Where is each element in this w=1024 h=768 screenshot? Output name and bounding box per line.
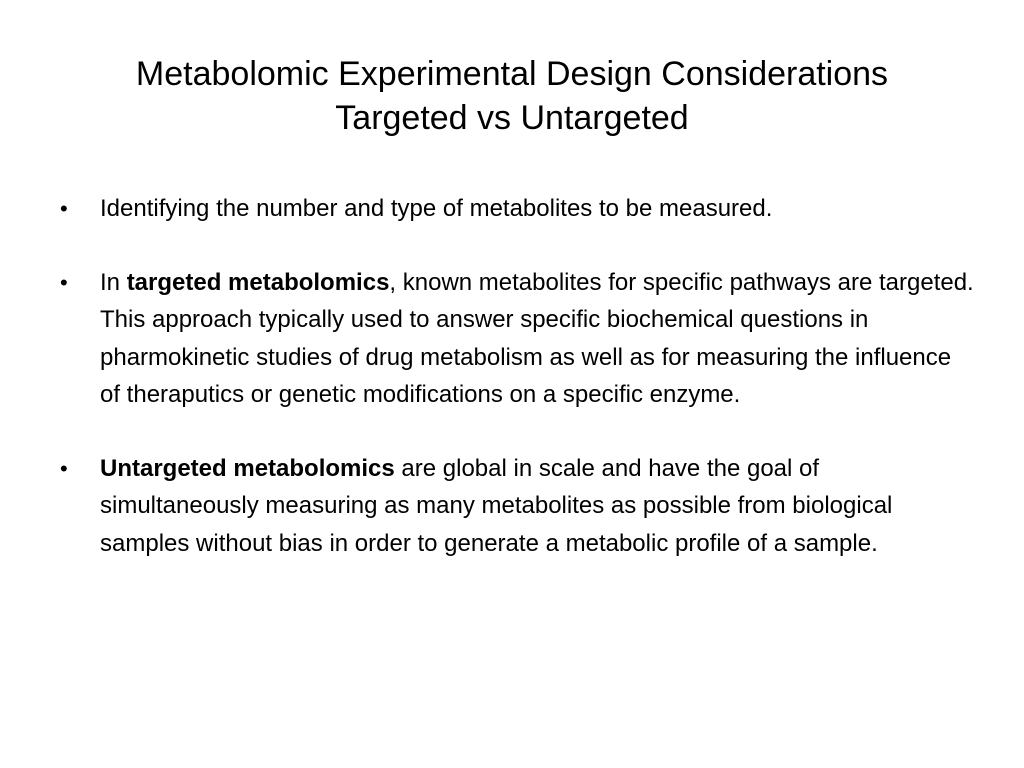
slide-title-line-1: Metabolomic Experimental Design Considerations (135, 55, 889, 93)
bullet-text: are global in scale and have the goal of simultaneously measuring as many metabolites as possible from biological samples without bias in order to generate a metabolic profile of a sample. (100, 454, 893, 557)
bullet-item-3 (56, 450, 976, 563)
bullet-text: , known metabolites for specific pathways are targeted. This approach typically used to answer specific biochemical questions in pharmokinetic studies of drug metabolism as well as for measuring the influence of theraputics or genetic modifications on a specific enzyme. (100, 268, 974, 408)
bullet-dot: • (60, 269, 68, 295)
bullet-dot: • (60, 196, 68, 221)
bullet-prefix: In (100, 268, 127, 296)
bullet-item-2 (56, 264, 976, 414)
slide-title-line-2: Targeted vs Untargeted (335, 99, 689, 137)
bullet-item-1 (56, 190, 976, 228)
bullet-bold-term: Untargeted metabolomics (100, 454, 395, 482)
bullet-list (56, 190, 976, 562)
bullet-text: Identifying the number and type of metabolites to be measured. (100, 195, 773, 222)
bullet-dot: • (60, 455, 68, 481)
bullet-bold-term: targeted metabolomics (126, 268, 390, 296)
slide-title (60, 52, 964, 140)
